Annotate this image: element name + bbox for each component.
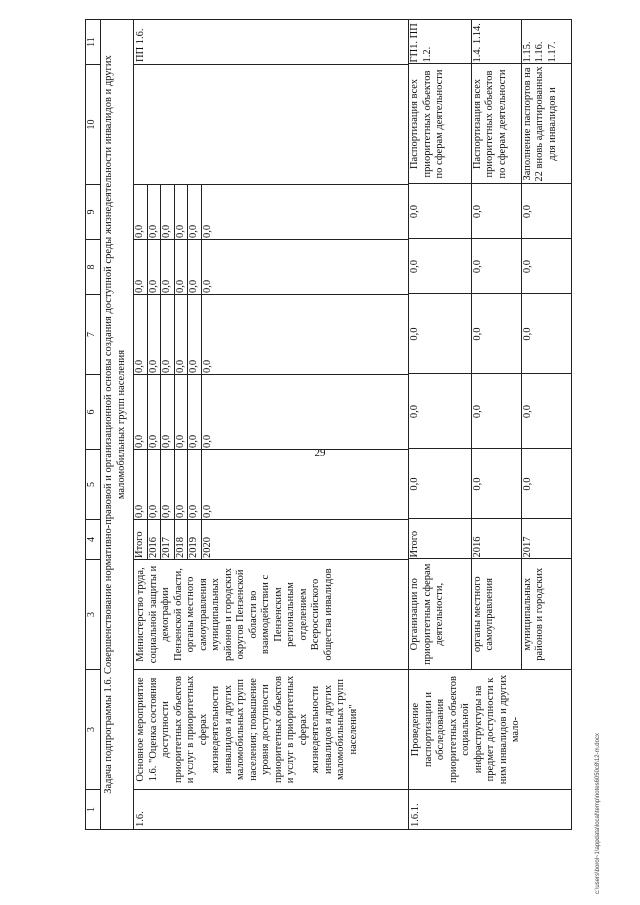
result-cell [134,65,409,185]
value: 0,0 [147,450,161,519]
col-header: 6 [86,375,101,450]
subrows-cell [409,20,572,670]
value: 0,0 [521,374,571,449]
value: 0,0 [161,450,175,519]
task-row [101,20,134,830]
value: 0,0 [201,504,213,518]
year-value: 2017 [161,520,175,559]
value-cell [134,240,409,295]
value: 0,0 [188,240,202,294]
value: 0,0 [201,224,213,238]
col-header: 3 [86,670,101,790]
result-text: Паспортизация всех приоритетных объектов по сферам деятельности [409,64,471,184]
indicator-text: 1.4. 1.14. [471,19,521,64]
year-value: 2020 [201,537,213,558]
col-header: 7 [86,295,101,375]
value: 0,0 [409,374,471,449]
value: 0,0 [201,279,213,293]
value: 0,0 [409,184,471,239]
value: 0,0 [147,185,161,239]
value: 0,0 [471,449,521,519]
page-number: 29 [314,447,326,459]
value-cell [134,450,409,520]
value: 0,0 [521,184,571,239]
col-header: 1 [86,790,101,830]
executor: муниципальных районов и городских [521,559,571,669]
value: 0,0 [188,450,202,519]
col-header: 8 [86,240,101,295]
year-value: 2016 [147,520,161,559]
years-cell [134,520,409,560]
program-table [85,20,580,830]
col-header: 10 [86,65,101,185]
value: 0,0 [147,295,161,374]
indicator-cell: ПП 1.6. [134,20,409,65]
value: 0,0 [471,239,521,294]
footer-file-path [595,620,609,900]
row-number: 1.6.1. [409,790,572,830]
value: 0,0 [409,449,471,519]
value: 0,0 [174,240,188,294]
value: 0,0 [188,295,202,374]
value: 0,0 [161,295,175,374]
value: 0,0 [174,450,188,519]
value: 0,0 [134,295,147,374]
value: 0,0 [201,434,213,448]
value: 0,0 [409,239,471,294]
measure-name: Основное мероприятие 1.6. "Оценка состояния доступности приоритетных объектов и услуг в приоритетных сферах жизнедеятельности инвалидов и других маломобильных групп населения; повышение уровня доступности приоритетных объектов и услуг в приоритетных сферах жизнедеятельности инвалидов и других маломобильных групп населения" [134,670,409,790]
value: 0,0 [188,375,202,449]
executor: органы местного самоуправления [471,559,521,669]
row-number: 1.6. [134,790,409,830]
year-value: Итого [409,519,471,559]
value-cell [134,295,409,375]
col-header: 5 [86,450,101,520]
year-value: Итого [134,520,147,559]
value: 0,0 [174,295,188,374]
col-header: 11 [86,20,101,65]
value: 0,0 [134,375,147,449]
value: 0,0 [174,375,188,449]
value: 0,0 [134,450,147,519]
col-header: 4 [86,520,101,560]
indicator-text: 1.15. 1.16. 1.17. [521,41,558,63]
value-cell [134,375,409,450]
value: 0,0 [147,375,161,449]
col-header: 3 [86,560,101,670]
table-row [134,20,409,830]
file-path-text: c:\users\borol~1\appdata\local\temp\notes6050c8\12-m.docx [595,733,601,894]
value: 0,0 [161,375,175,449]
task-title: Задача подпрограммы 1.6. Совершенствование нормативно-правовой и организационной основы создания доступной среды жизнедеятельности инвалидов и других маломобильных групп населения [101,20,134,830]
table-row [409,20,572,830]
value: 0,0 [471,184,521,239]
value: 0,0 [134,240,147,294]
value: 0,0 [521,239,571,294]
value: 0,0 [161,240,175,294]
year-value: 2016 [471,519,521,559]
subrow [521,19,571,669]
value: 0,0 [161,185,175,239]
year-value: 2018 [174,520,188,559]
value-cell [134,185,409,240]
value: 0,0 [174,185,188,239]
value: 0,0 [134,185,147,239]
year-value: 2017 [521,519,571,559]
executor: Министерство труда, социальной защиты и демографии Пензенской области, органы местного самоуправления муниципальных районов и городских округов Пензенской области во взаимодействии с Пензенским региональным отделением Всероссийского общества инвалидов [134,560,409,670]
subrow [409,19,471,669]
executor: Организации по приоритетным сферам деятельности, [409,559,471,669]
col-header: 9 [86,185,101,240]
year-value: 2019 [188,520,202,559]
value: 0,0 [471,374,521,449]
result-text: Заполнение паспортов на 22 вновь адаптированных для инвалидов и [521,64,571,184]
measure-name: Проведение паспортизации и обследования приоритетных объектов социальной инфраструктуры на предмет доступности к ним инвалидов и других мало- [409,670,572,790]
value: 0,0 [471,294,521,374]
value: 0,0 [188,185,202,239]
value: 0,0 [147,240,161,294]
indicator-text: ГП1. ПП 1.2. [409,19,471,64]
value: 0,0 [409,294,471,374]
value: 0,0 [521,449,571,519]
result-text: Паспортизация всех приоритетных объектов по сферам деятельности [471,64,521,184]
subrow [471,19,521,669]
rotated-table-frame [85,20,580,830]
header-row [86,20,101,830]
value: 0,0 [521,294,571,374]
value: 0,0 [201,359,213,373]
